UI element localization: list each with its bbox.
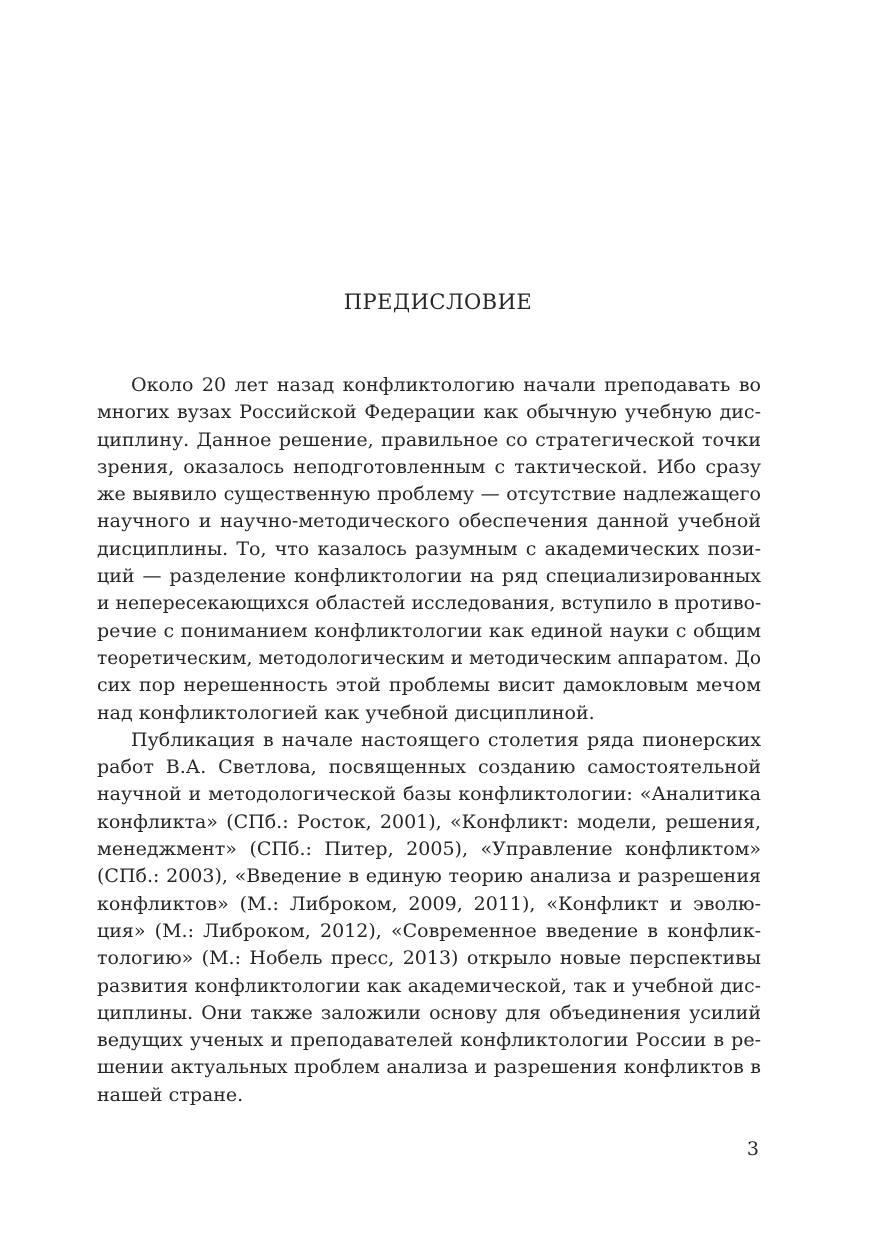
text-line: шении актуальных проблем анализа и разрешения конфликтов в [97,1056,761,1079]
text-line: речие с пониманием конфликтологии как единой науки с общим [97,619,761,642]
text-line: менеджмент» (СПб.: Питер, 2005), «Управление конфликтом» [97,838,761,861]
paragraph-1 [97,372,761,727]
text-line: теоретическим, методологическим и методическим аппаратом. До [97,647,761,669]
text-line: научной и методологической базы конфликтологии: «Аналитика [97,783,761,806]
text-line: многих вузах Российской Федерации как обычную учебную дис- [97,401,761,424]
text-line: же выявило существенную проблему — отсутствие надлежащего [97,483,761,506]
text-line: развития конфликтологии как академической, так и учебной дис- [97,975,761,997]
text-line: тологию» (М.: Нобель пресс, 2013) открыло новые перспективы [97,947,761,970]
text-line: Публикация в начале настоящего столетия ряда пионерских [131,728,761,751]
text-line: нашей стране. [97,1083,244,1106]
text-line: научного и научно-методического обеспечения данной учебной [97,510,761,533]
body-text [97,372,761,1109]
text-line: конфликта» (СПб.: Росток, 2001), «Конфликт: модели, решения, [97,810,761,833]
text-line: ция» (М.: Либроком, 2012), «Современное введение в конфлик- [97,919,761,942]
text-line: зрения, оказалось неподготовленным с тактической. Ибо сразу [97,455,761,478]
text-line: работ В.А. Светлова, посвященных созданию самостоятельной [97,756,761,779]
text-line: Около 20 лет назад конфликтологию начали преподавать во [131,374,761,396]
text-line: (СПб.: 2003), «Введение в единую теорию анализа и разрешения [97,865,761,888]
text-line: циплину. Данное решение, правильное со стратегической точки [97,428,761,451]
text-line: циплины. Они также заложили основу для объединения усилий [97,1001,761,1024]
page-number: 3 [746,1138,759,1160]
text-line: дисциплины. То, что казалось разумным с академических пози- [97,537,761,560]
text-line: конфликтов» (М.: Либроком, 2009, 2011), «Конфликт и эволю- [97,892,761,915]
text-line: и непересекающихся областей исследования, вступило в противо- [97,593,762,615]
text-line: ций — разделение конфликтологии на ряд специализированных [97,565,761,588]
page-title: ПРЕДИСЛОВИЕ [343,290,533,314]
text-line: ведущих ученых и преподавателей конфликтологии России в ре- [97,1029,761,1052]
text-line: над конфликтологией как учебной дисциплиной. [97,701,595,724]
text-line: сих пор нерешенность этой проблемы висит дамокловым мечом [97,674,761,697]
paragraph-2 [97,727,761,1109]
